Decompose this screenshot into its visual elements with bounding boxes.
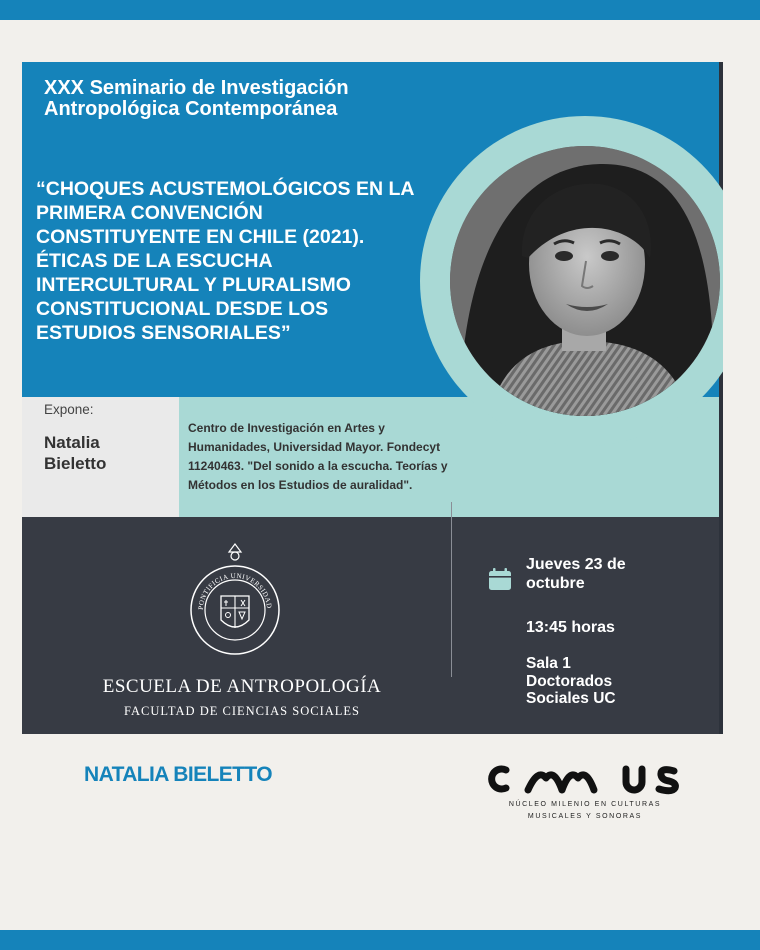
camus-subtitle: MUSICALES Y SONORAS <box>527 813 643 820</box>
event-time: 13:45 horas <box>526 619 615 636</box>
speaker-name: Natalia Bieletto <box>44 433 107 473</box>
speaker-affiliation: Centro de Investigación en Artes y Humanidades, Universidad Mayor. Fondecyt 11240463. "Del sonido a la escucha. Teorías y Métodos en los Estudios de auralidad". <box>188 421 448 492</box>
camus-subtitle: NÚCLEO MILENIO EN CULTURAS <box>508 801 662 808</box>
event-poster <box>22 62 723 734</box>
talk-title: “CHOQUES ACUSTEMOLÓGICOS EN LA PRIMERA CONVENCIÓN CONSTITUYENTE EN CHILE (2021). ÉTICAS DE LA ESCUCHA INTERCULTURAL Y PLURALISMO CONSTITUCIONAL DESDE LOS ESTUDIOS SENSORIALES” <box>36 178 415 344</box>
university-seal-icon <box>185 542 285 662</box>
bottom-color-band <box>0 930 760 950</box>
poster-edge <box>719 62 723 734</box>
school-name: ESCUELA DE ANTROPOLOGÍA <box>102 676 382 697</box>
camus-logo <box>484 762 684 796</box>
svg-text:PONTIFICIA UNIVERSIDAD CATÓLIC: PONTIFICIA UNIVERSIDAD <box>196 571 274 611</box>
calendar-icon <box>488 567 512 591</box>
faculty-name: FACULTAD DE CIENCIAS SOCIALES <box>123 704 360 718</box>
event-location: Sala 1 Doctorados Sociales UC <box>526 655 616 707</box>
speaker-photo <box>450 146 720 416</box>
details-divider <box>451 502 452 677</box>
seminar-title: XXX Seminario de Investigación Antropológica Contemporánea <box>44 77 349 120</box>
event-date: Jueves 23 de octubre <box>526 556 626 592</box>
speaker-label: Expone: <box>44 402 94 417</box>
footer-speaker-name: NATALIA BIELETTO <box>84 763 272 786</box>
top-color-band <box>0 0 760 20</box>
